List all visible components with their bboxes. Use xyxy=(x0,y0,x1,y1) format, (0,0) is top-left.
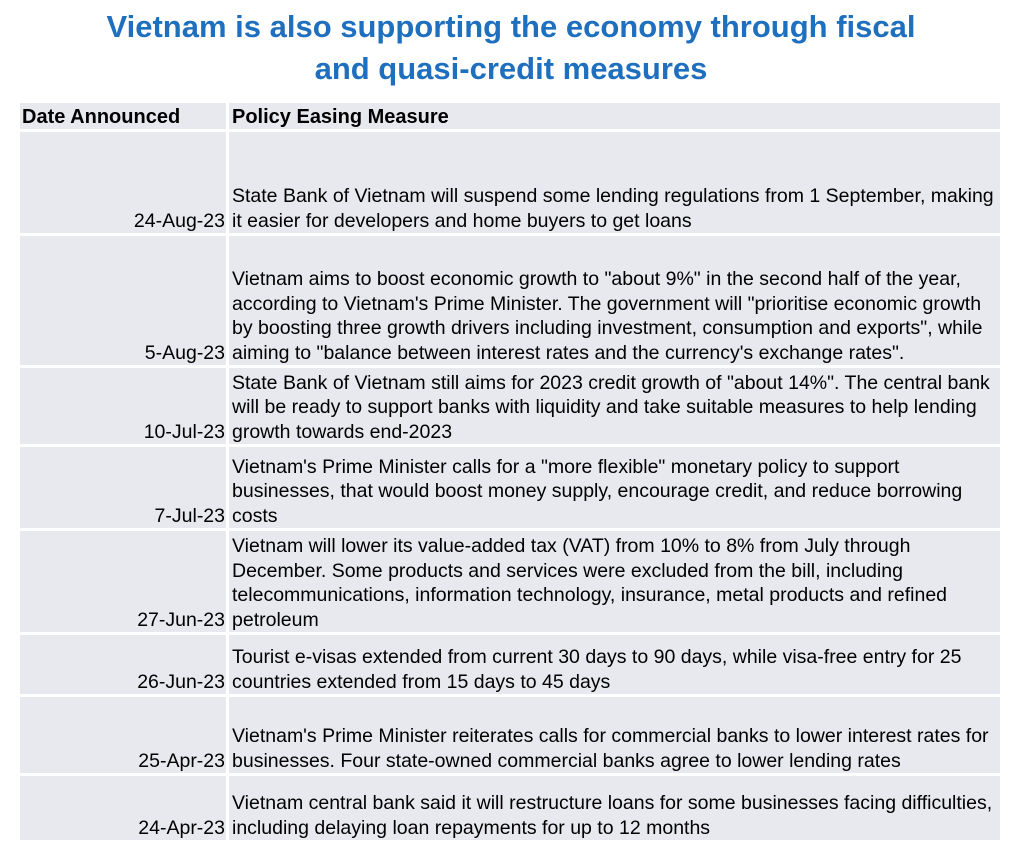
row-date: 7-Jul-23 xyxy=(20,447,226,528)
table-row xyxy=(20,776,1000,840)
table-row xyxy=(20,368,1000,444)
row-measure: Vietnam's Prime Minister reiterates calls for commercial banks to lower interest rates for businesses. Four state-owned commercial banks agree to lower lending rates xyxy=(229,697,1000,773)
column-header-date: Date Announced xyxy=(20,103,226,129)
row-measure: State Bank of Vietnam will suspend some lending regulations from 1 September, making it easier for developers and home buyers to get loans xyxy=(229,132,1000,233)
table-row xyxy=(20,697,1000,773)
row-measure: Vietnam will lower its value-added tax (VAT) from 10% to 8% from July through December. Some products and services were excluded from the bill, including telecommunications, information technology, insurance, metal products and refined petroleum xyxy=(229,531,1000,632)
row-measure: Tourist e-visas extended from current 30 days to 90 days, while visa-free entry for 25 countries extended from 15 days to 45 days xyxy=(229,635,1000,694)
table-header-row xyxy=(20,103,1000,129)
page-title-line-1: Vietnam is also supporting the economy through fiscal xyxy=(106,9,916,44)
row-date: 26-Jun-23 xyxy=(20,635,226,694)
table-row xyxy=(20,531,1000,632)
table-row xyxy=(20,132,1000,233)
row-date: 25-Apr-23 xyxy=(20,697,226,773)
row-measure: Vietnam's Prime Minister calls for a "more flexible" monetary policy to support businesses, that would boost money supply, encourage credit, and reduce borrowing costs xyxy=(229,447,1000,528)
row-measure: State Bank of Vietnam still aims for 2023 credit growth of "about 14%". The central bank will be ready to support banks with liquidity and take suitable measures to help lending growth towards end-2023 xyxy=(229,368,1000,444)
row-date: 10-Jul-23 xyxy=(20,368,226,444)
page-title xyxy=(0,6,1022,90)
row-date: 24-Apr-23 xyxy=(20,776,226,840)
table-row xyxy=(20,447,1000,528)
table-row xyxy=(20,236,1000,365)
row-date: 24-Aug-23 xyxy=(20,132,226,233)
policy-measures-table xyxy=(17,100,1003,843)
row-date: 27-Jun-23 xyxy=(20,531,226,632)
row-measure: Vietnam aims to boost economic growth to "about 9%" in the second half of the year, according to Vietnam's Prime Minister. The government will "prioritise economic growth by boosting three growth drivers including investment, consumption and exports", while aiming to "balance between interest rates and the currency's exchange rates". xyxy=(229,236,1000,365)
page-title-line-2: and quasi-credit measures xyxy=(314,51,708,86)
table-row xyxy=(20,635,1000,694)
row-date: 5-Aug-23 xyxy=(20,236,226,365)
column-header-measure: Policy Easing Measure xyxy=(229,103,1000,129)
row-measure: Vietnam central bank said it will restructure loans for some businesses facing difficulties, including delaying loan repayments for up to 12 months xyxy=(229,776,1000,840)
